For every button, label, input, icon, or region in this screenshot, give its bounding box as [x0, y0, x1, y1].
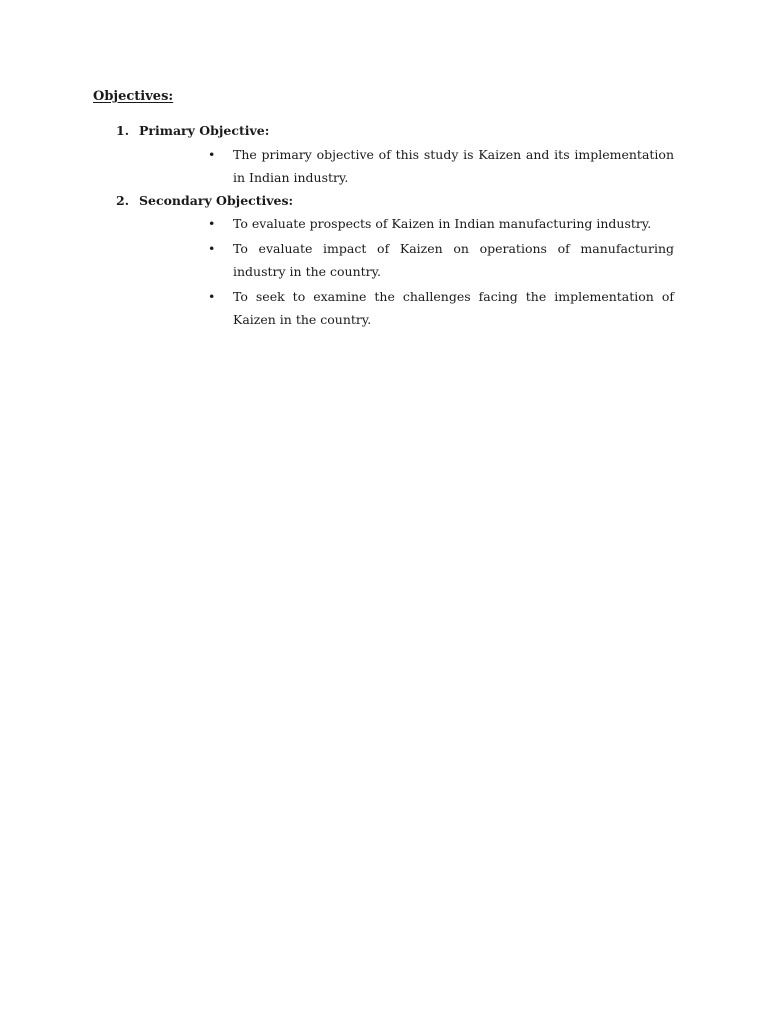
section-primary-title — [116, 122, 269, 140]
bullet-text: To seek to examine the challenges facing the implementation of Kaizen in the country. — [233, 289, 674, 327]
bullet-text: To evaluate impact of Kaizen on operations of manufacturing industry in the country. — [233, 241, 674, 279]
section-secondary-title — [116, 192, 293, 210]
bullet-item — [208, 285, 674, 331]
bullet-icon: • — [208, 216, 216, 231]
bullet-item — [208, 143, 674, 189]
bullet-item — [208, 212, 674, 235]
bullet-text: To evaluate prospects of Kaizen in Indian manufacturing industry. — [233, 216, 652, 231]
section-number: 2. — [116, 193, 130, 208]
bullet-item — [208, 237, 674, 283]
bullet-icon: • — [208, 289, 216, 304]
objectives-heading: Objectives: — [93, 89, 174, 104]
section-title-text: Secondary Objectives: — [139, 193, 294, 208]
section-title-text: Primary Objective: — [139, 123, 270, 138]
section-number: 1. — [116, 123, 130, 138]
bullet-text: The primary objective of this study is Kaizen and its implementation in Indian industry. — [233, 147, 674, 185]
bullet-icon: • — [208, 147, 216, 162]
bullet-icon: • — [208, 241, 216, 256]
